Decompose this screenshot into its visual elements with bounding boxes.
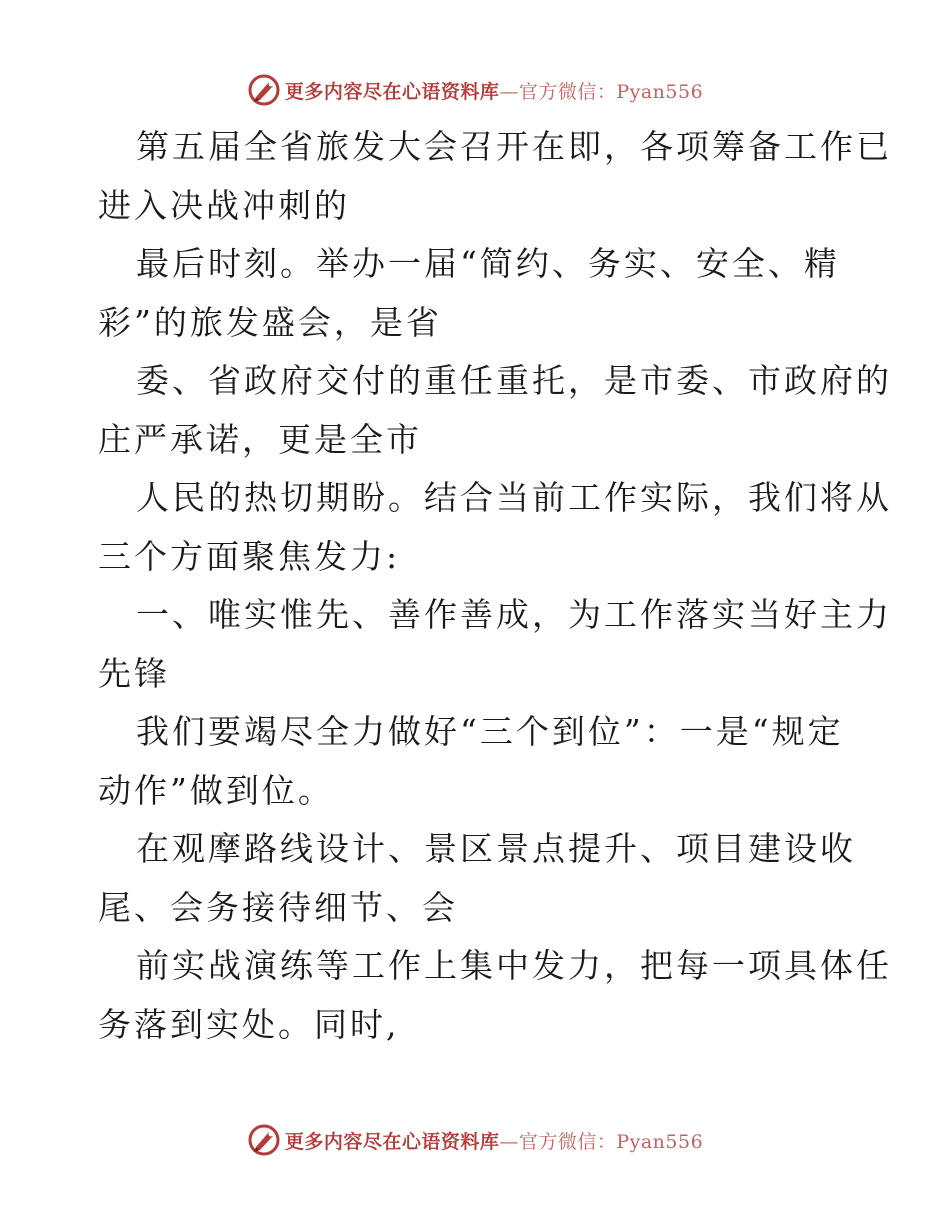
text-line: 在观摩路线设计、景区景点提升、项目建设收 xyxy=(136,829,856,868)
text-line: 三个方面聚焦发力: xyxy=(98,536,401,576)
header-watermark xyxy=(0,70,950,110)
document-body xyxy=(98,118,892,1054)
text-line: 前实战演练等工作上集中发力，把每一项具体任 xyxy=(136,946,892,985)
text-line: 尾、会务接待细节、会 xyxy=(98,887,458,927)
pen-logo-icon xyxy=(247,73,281,107)
text-line: 先锋 xyxy=(98,653,170,693)
text-line: 庄严承诺，更是全市 xyxy=(98,419,422,459)
watermark-text: 更多内容尽在心语资料库—官方微信：Pyan556 xyxy=(284,80,704,103)
text-line: 一、唯实惟先、善作善成，为工作落实当好主力 xyxy=(136,595,892,634)
watermark-text: 更多内容尽在心语资料库—官方微信：Pyan556 xyxy=(284,1130,704,1153)
text-line: 第五届全省旅发大会召开在即，各项筹备工作已 xyxy=(136,127,892,166)
text-line: 动作”做到位。 xyxy=(98,770,334,810)
text-line: 最后时刻。举办一届“简约、务实、安全、精 xyxy=(136,244,840,283)
text-line: 务落到实处。同时, xyxy=(98,1004,400,1044)
text-line: 人民的热切期盼。结合当前工作实际，我们将从 xyxy=(136,478,892,517)
text-line: 进入决战冲刺的 xyxy=(98,185,350,225)
footer-watermark xyxy=(0,1120,950,1160)
text-line: 我们要竭尽全力做好“三个到位”：一是“规定 xyxy=(136,712,844,751)
pen-logo-icon xyxy=(247,1123,281,1157)
text-line: 委、省政府交付的重任重托，是市委、市政府的 xyxy=(136,361,892,400)
text-line: 彩”的旅发盛会，是省 xyxy=(98,302,442,342)
